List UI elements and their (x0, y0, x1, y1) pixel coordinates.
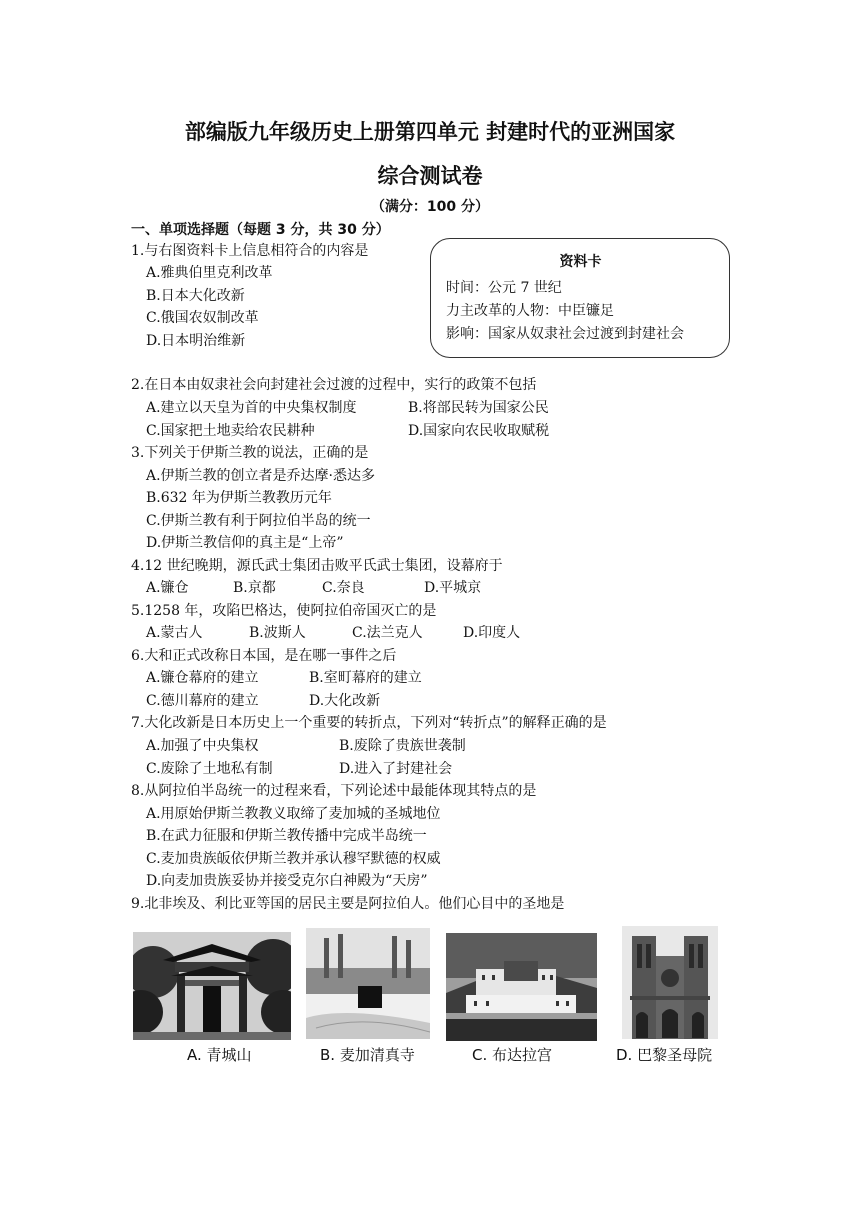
question-option: C.伊斯兰教有利于阿拉伯半岛的统一 (146, 513, 371, 529)
question-option: D.日本明治维新 (146, 333, 246, 349)
question-option: C.法兰克人 (352, 625, 423, 641)
question-option: C.废除了土地私有制 (146, 761, 273, 777)
question-stem: 1.与右图资料卡上信息相符合的内容是 (131, 243, 369, 259)
info-card (430, 238, 730, 358)
question-option: C.麦加贵族皈依伊斯兰教并承认穆罕默德的权威 (146, 851, 441, 867)
question-stem: 5.1258 年，攻陷巴格达，使阿拉伯帝国灭亡的是 (131, 603, 437, 619)
notre-dame-photo (622, 926, 718, 1039)
question-option: B.将部民转为国家公民 (408, 400, 549, 416)
question-stem: 2.在日本由奴隶社会向封建社会过渡的过程中，实行的政策不包括 (131, 377, 537, 393)
question-option: D.国家向农民收取赋税 (408, 423, 550, 439)
question-option: B.日本大化改新 (146, 288, 245, 304)
potala-palace-photo (446, 933, 597, 1041)
question-stem: 9.北非埃及、利比亚等国的居民主要是阿拉伯人。他们心目中的圣地是 (131, 896, 565, 912)
question-option: A.建立以天皇为首的中央集权制度 (146, 400, 357, 416)
question-option: C.国家把土地卖给农民耕种 (146, 423, 315, 439)
info-card-row: 影响：国家从奴隶社会过渡到封建社会 (446, 326, 684, 342)
question-option: A.镰仓 (146, 580, 189, 596)
photo-caption: C. 布达拉宫 (472, 1046, 553, 1064)
info-card-title: 资料卡 (559, 254, 602, 270)
photo-caption: D. 巴黎圣母院 (616, 1046, 713, 1064)
question-stem: 7.大化改新是日本历史上一个重要的转折点，下列对“转折点”的解释正确的是 (131, 715, 607, 731)
question-option: B.废除了贵族世袭制 (339, 738, 466, 754)
question-option: A.加强了中央集权 (146, 738, 259, 754)
question-option: C.奈良 (322, 580, 365, 596)
question-option: B.京都 (233, 580, 276, 596)
question-option: A.伊斯兰教的创立者是乔达摩·悉达多 (146, 468, 376, 484)
question-option: D.向麦加贵族妥协并接受克尔白神殿为“天房” (146, 873, 428, 889)
photo-caption: A. 青城山 (187, 1046, 252, 1064)
question-stem: 3.下列关于伊斯兰教的说法，正确的是 (131, 445, 369, 461)
question-option: A.蒙古人 (146, 625, 203, 641)
question-option: D.大化改新 (309, 693, 381, 709)
question-stem: 4.12 世纪晚期，源氏武士集团击败平氏武士集团，设幕府于 (131, 558, 503, 574)
question-option: D.伊斯兰教信仰的真主是“上帝” (146, 535, 344, 551)
photo-caption: B. 麦加清真寺 (320, 1046, 415, 1064)
mecca-mosque-photo (306, 928, 430, 1039)
question-stem: 8.从阿拉伯半岛统一的过程来看，下列论述中最能体现其特点的是 (131, 783, 537, 799)
page-title: 部编版九年级历史上册第四单元 封建时代的亚洲国家 (184, 120, 676, 144)
question-option: D.平城京 (424, 580, 482, 596)
question-option: B.632 年为伊斯兰教教历元年 (146, 490, 332, 506)
question-stem: 6.大和正式改称日本国，是在哪一事件之后 (131, 648, 397, 664)
question-option: A.用原始伊斯兰教教义取缔了麦加城的圣城地位 (146, 806, 441, 822)
question-option: D.进入了封建社会 (339, 761, 453, 777)
page-subtitle: 综合测试卷 (377, 164, 483, 188)
section-heading: 一、单项选择题（每题 3 分，共 30 分） (131, 222, 390, 238)
question-option: C.俄国农奴制改革 (146, 310, 259, 326)
info-card-row: 力主改革的人物：中臣镰足 (446, 303, 614, 319)
score-note: （满分：100 分） (370, 199, 490, 215)
question-option: C.德川幕府的建立 (146, 693, 259, 709)
chinese-gate-photo (133, 932, 291, 1040)
question-option: B.在武力征服和伊斯兰教传播中完成半岛统一 (146, 828, 427, 844)
info-card-row: 时间：公元 7 世纪 (446, 280, 562, 296)
question-option: D.印度人 (463, 625, 521, 641)
question-option: A.雅典伯里克利改革 (146, 265, 273, 281)
question-option: A.镰仓幕府的建立 (146, 670, 259, 686)
question-option: B.室町幕府的建立 (309, 670, 422, 686)
question-option: B.波斯人 (249, 625, 306, 641)
